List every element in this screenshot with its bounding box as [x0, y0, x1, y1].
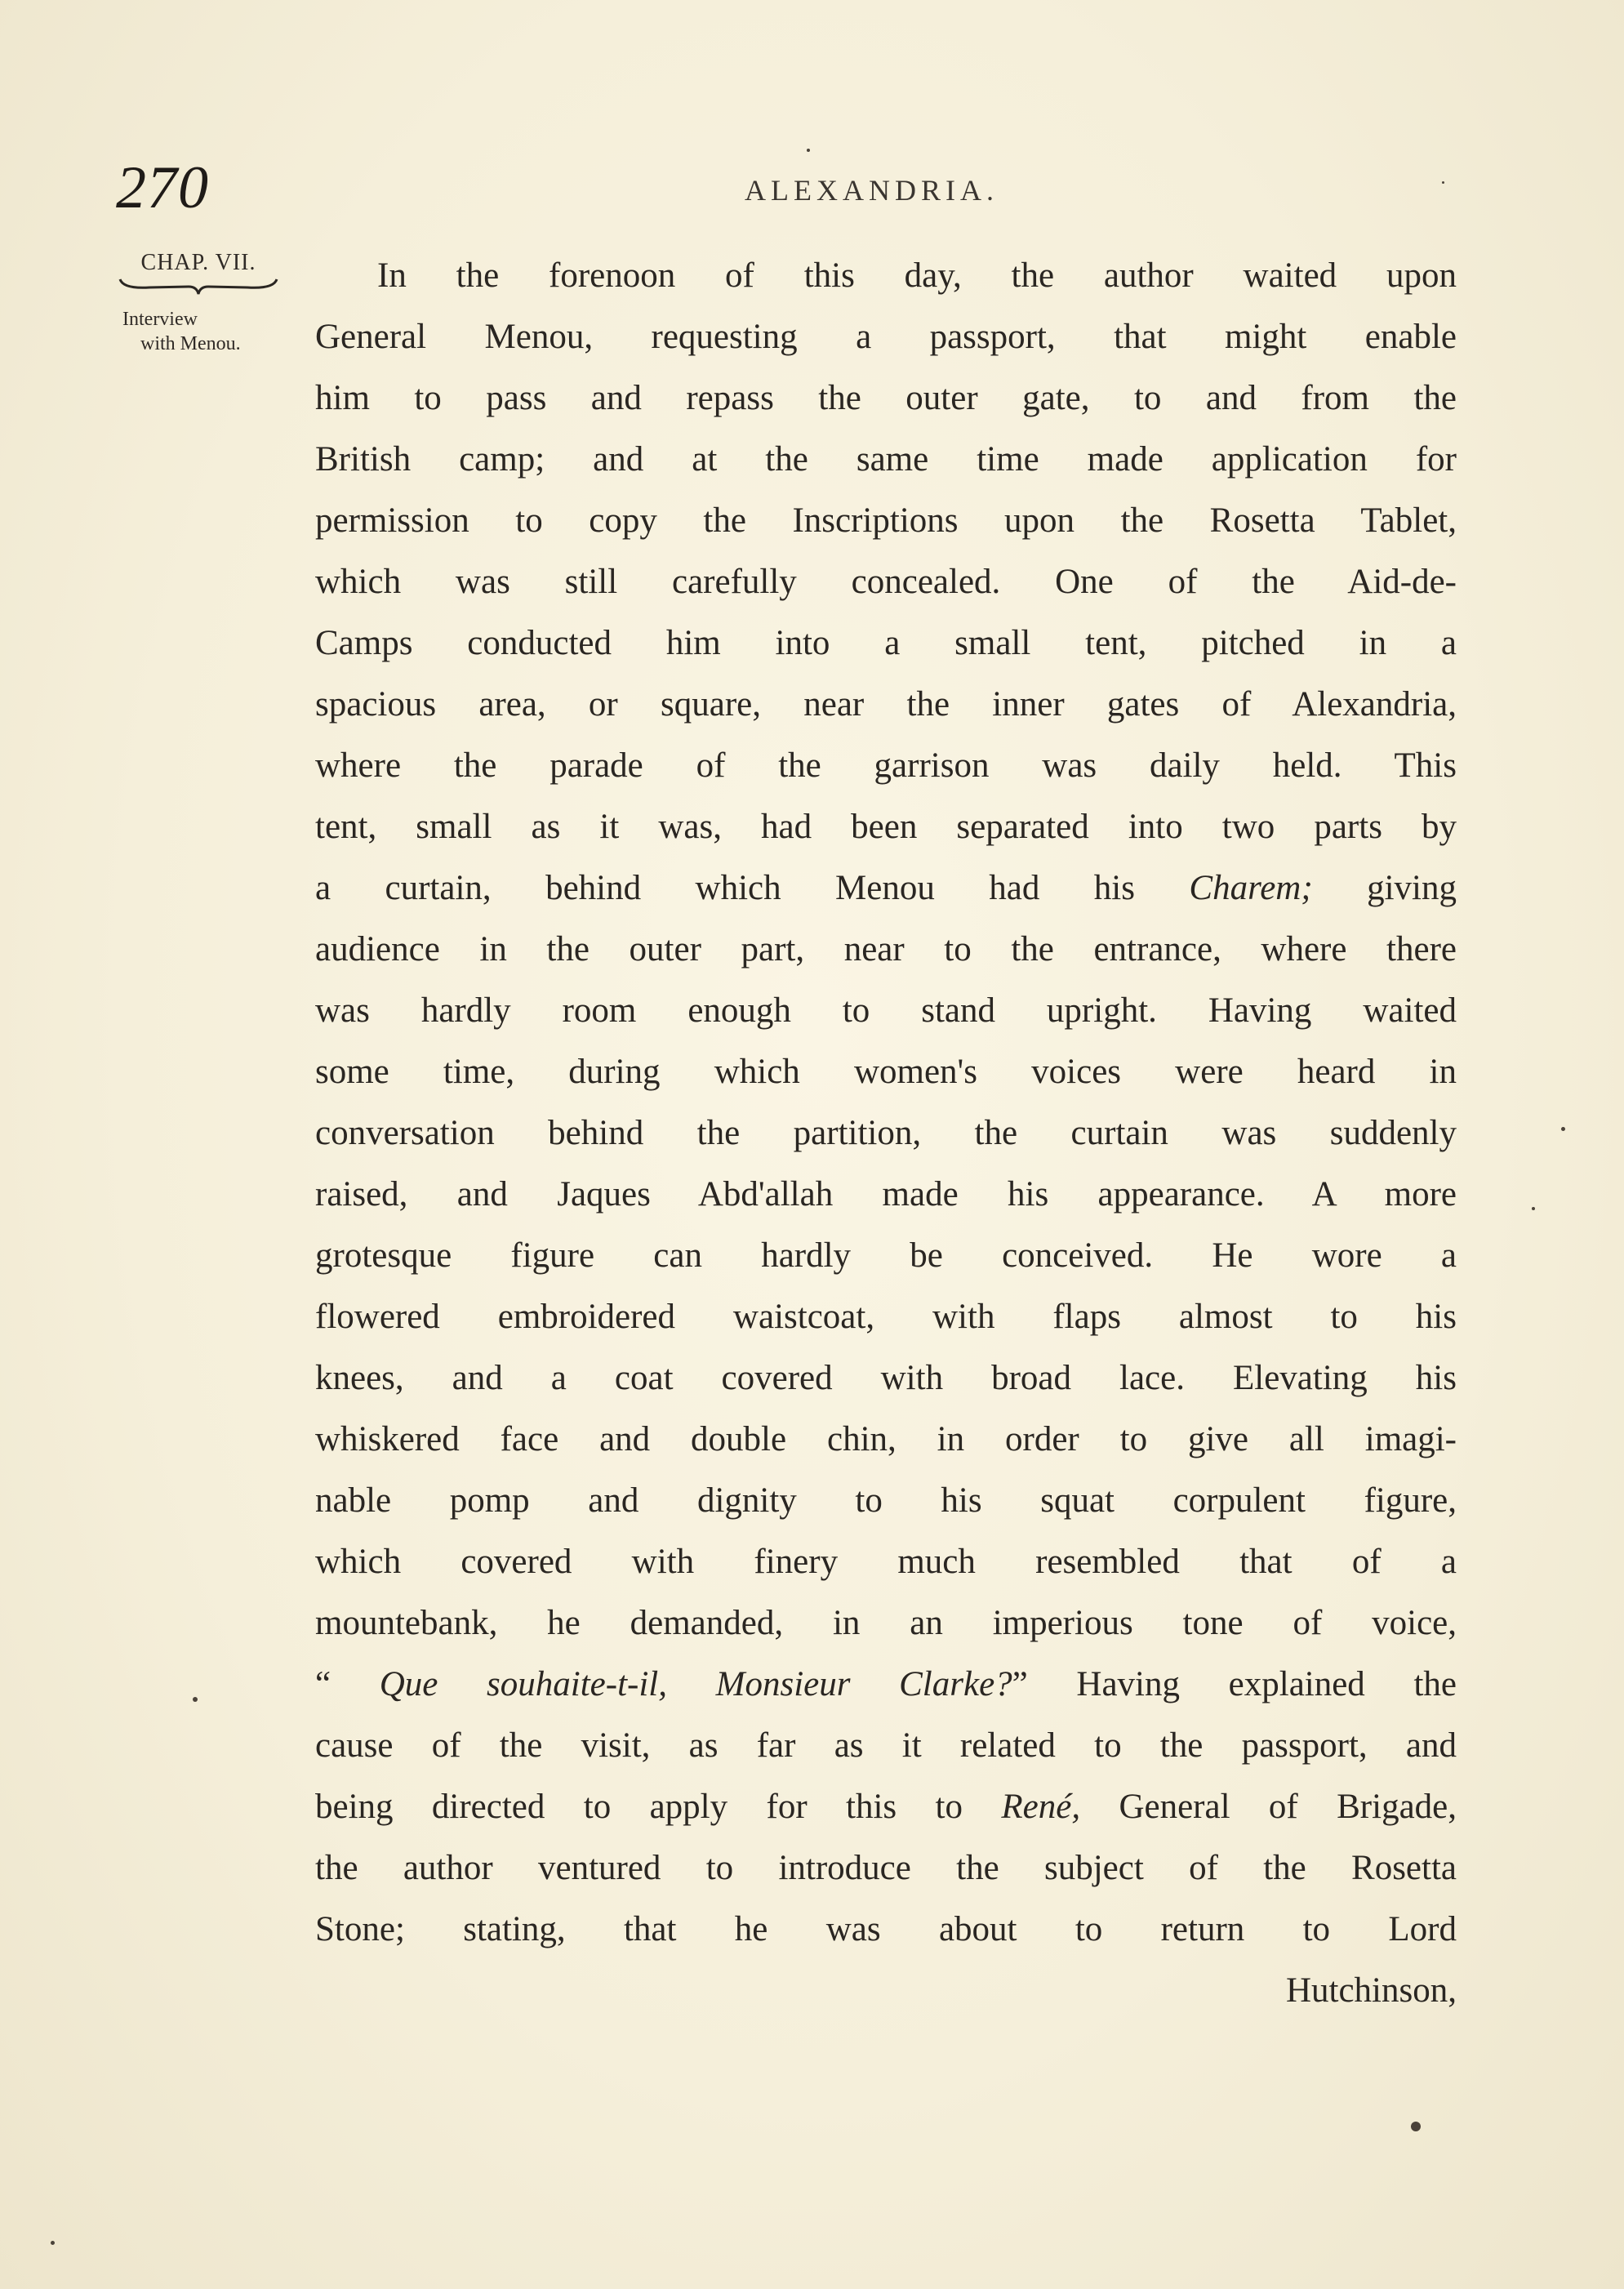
chapter-label: CHAP. VII. — [140, 250, 256, 275]
text-line: him to pass and repass the outer gate, to and from the — [315, 379, 1457, 417]
text-line: raised, and Jaques Abd'allah made his appearance. A more — [315, 1175, 1457, 1214]
text-line: nable pomp and dignity to his squat corpulent figure, — [315, 1481, 1457, 1520]
text-line — [315, 1776, 1457, 1837]
text-run: a curtain, behind which Menou had his — [315, 869, 1190, 907]
text-run: being directed to apply for this to — [315, 1788, 1002, 1826]
margin-sidenote — [113, 250, 284, 356]
paper-speck — [1532, 1207, 1535, 1210]
text-run: giving — [1312, 869, 1457, 907]
text-line: Stone; stating, that he was about to return to Lord — [315, 1910, 1457, 1948]
text-line — [315, 857, 1457, 919]
text-line: tent, small as it was, had been separated into two parts by — [315, 808, 1457, 846]
italic-word-charem: Charem; — [1189, 869, 1313, 907]
text-line: mountebank, he demanded, in an imperious tone of voice, — [315, 1604, 1457, 1642]
paper-speck — [193, 1697, 198, 1702]
brace-ornament — [117, 276, 280, 297]
text-line: grotesque figure can hardly be conceived. He wore a — [315, 1236, 1457, 1275]
text-line: In the forenoon of this day, the author waited upon — [377, 256, 1457, 295]
text-line: which was still carefully concealed. One of the Aid-de- — [315, 563, 1457, 601]
text-line: the author ventured to introduce the subject of the Rosetta — [315, 1849, 1457, 1887]
page-number: 270 — [116, 154, 209, 221]
text-run: ” Having explained the — [1012, 1665, 1457, 1703]
margin-note — [113, 307, 284, 356]
text-run: “ — [315, 1665, 380, 1703]
running-title: ALEXANDRIA. — [745, 174, 999, 207]
body-text — [315, 245, 1457, 2021]
text-line: whiskered face and double chin, in order to give all imagi- — [315, 1420, 1457, 1458]
text-line: cause of the visit, as far as it related to the passport, and — [315, 1726, 1457, 1765]
text-line: conversation behind the partition, the curtain was suddenly — [315, 1114, 1457, 1152]
paper-speck — [807, 149, 810, 152]
text-line: audience in the outer part, near to the entrance, where there — [315, 930, 1457, 969]
text-line: spacious area, or square, near the inner gates of Alexandria, — [315, 685, 1457, 724]
paper-speck — [1442, 181, 1444, 184]
italic-name-rene: René, — [1001, 1788, 1081, 1826]
paper-speck — [1411, 2122, 1421, 2131]
paper-speck — [51, 2241, 55, 2245]
text-line: where the parade of the garrison was daily held. This — [315, 746, 1457, 785]
text-line — [315, 1654, 1457, 1715]
paper-speck — [1561, 1127, 1565, 1131]
text-line: knees, and a coat covered with broad lace. Elevating his — [315, 1359, 1457, 1397]
catchword: Hutchinson, — [1285, 1971, 1457, 2010]
italic-quote-french: Que souhaite-t-il, Monsieur Clarke? — [379, 1665, 1012, 1703]
margin-note-line: Interview — [122, 309, 198, 330]
margin-note-line: with Menou. — [140, 333, 241, 354]
text-line: which covered with finery much resembled that of a — [315, 1543, 1457, 1581]
text-line: was hardly room enough to stand upright. Having waited — [315, 991, 1457, 1030]
text-line: permission to copy the Inscriptions upon the Rosetta Tablet, — [315, 501, 1457, 540]
text-run: General of Brigade, — [1080, 1788, 1457, 1826]
text-line: Camps conducted him into a small tent, pitched in a — [315, 624, 1457, 662]
text-line: flowered embroidered waistcoat, with flaps almost to his — [315, 1298, 1457, 1336]
text-line: British camp; and at the same time made application for — [315, 440, 1457, 479]
text-line: General Menou, requesting a passport, that might enable — [315, 318, 1457, 356]
text-line: some time, during which women's voices were heard in — [315, 1053, 1457, 1091]
